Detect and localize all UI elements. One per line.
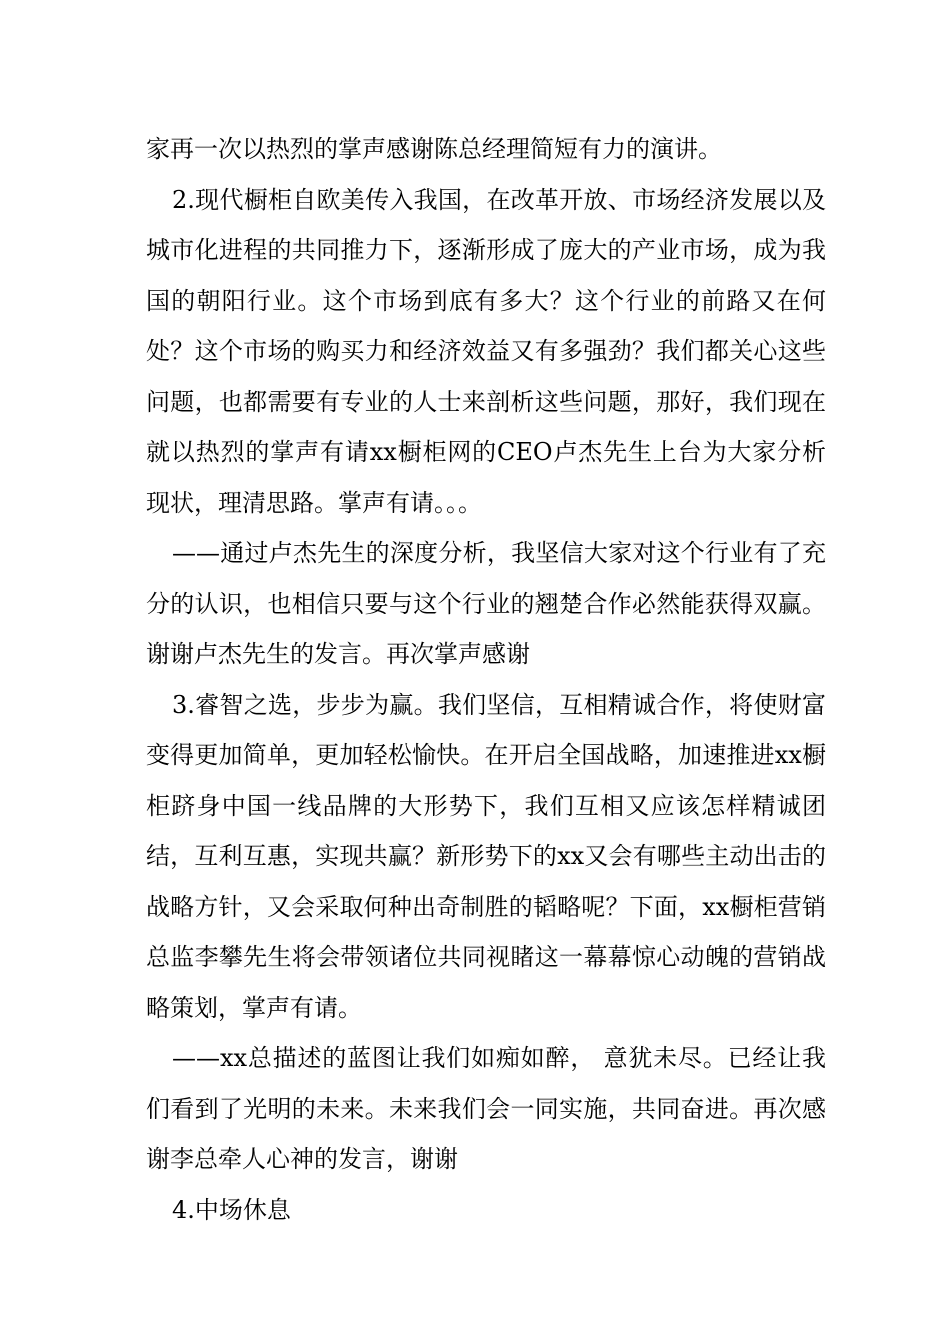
paragraph-response-3: ——xx总描述的蓝图让我们如痴如醉， 意犹未尽。已经让我们看到了光明的未来。未来我们会一同实施，共同奋进。再次感谢李总牵人心神的发言，谢谢 <box>146 1044 826 1173</box>
document-body <box>146 124 826 1235</box>
paragraph-continuation: 家再一次以热烈的掌声感谢陈总经理简短有力的演讲。 <box>146 135 722 163</box>
paragraph-item-2: 2.现代橱柜自欧美传入我国，在改革开放、市场经济发展以及城市化进程的共同推力下，逐渐形成了庞大的产业市场，成为我国的朝阳行业。这个市场到底有多大？这个行业的前路又在何处？这个市场的购买力和经济效益又有多强劲？我们都关心这些问题，也都需要有专业的人士来剖析这些问题，那好，我们现在就以热烈的掌声有请xx橱柜网的CEO卢杰先生上台为大家分析现状，理清思路。掌声有请。。。 <box>146 185 826 517</box>
paragraph-item-4: 4.中场休息 <box>172 1195 291 1224</box>
paragraph-response-2: ——通过卢杰先生的深度分析，我坚信大家对这个行业有了充分的认识，也相信只要与这个行业的翘楚合作必然能获得双赢。谢谢卢杰先生的发言。再次掌声感谢 <box>146 539 826 668</box>
paragraph-item-3: 3.睿智之选，步步为赢。我们坚信，互相精诚合作，将使财富变得更加简单，更加轻松愉快。在开启全国战略，加速推进xx橱柜跻身中国一线品牌的大形势下，我们互相又应该怎样精诚团结，互利互惠，实现共赢？新形势下的xx又会有哪些主动出击的战略方针，又会采取何种出奇制胜的韬略呢？下面，xx橱柜营销总监李攀先生将会带领诸位共同视睹这一幕幕惊心动魄的营销战略策划，掌声有请。 <box>146 690 826 1022</box>
